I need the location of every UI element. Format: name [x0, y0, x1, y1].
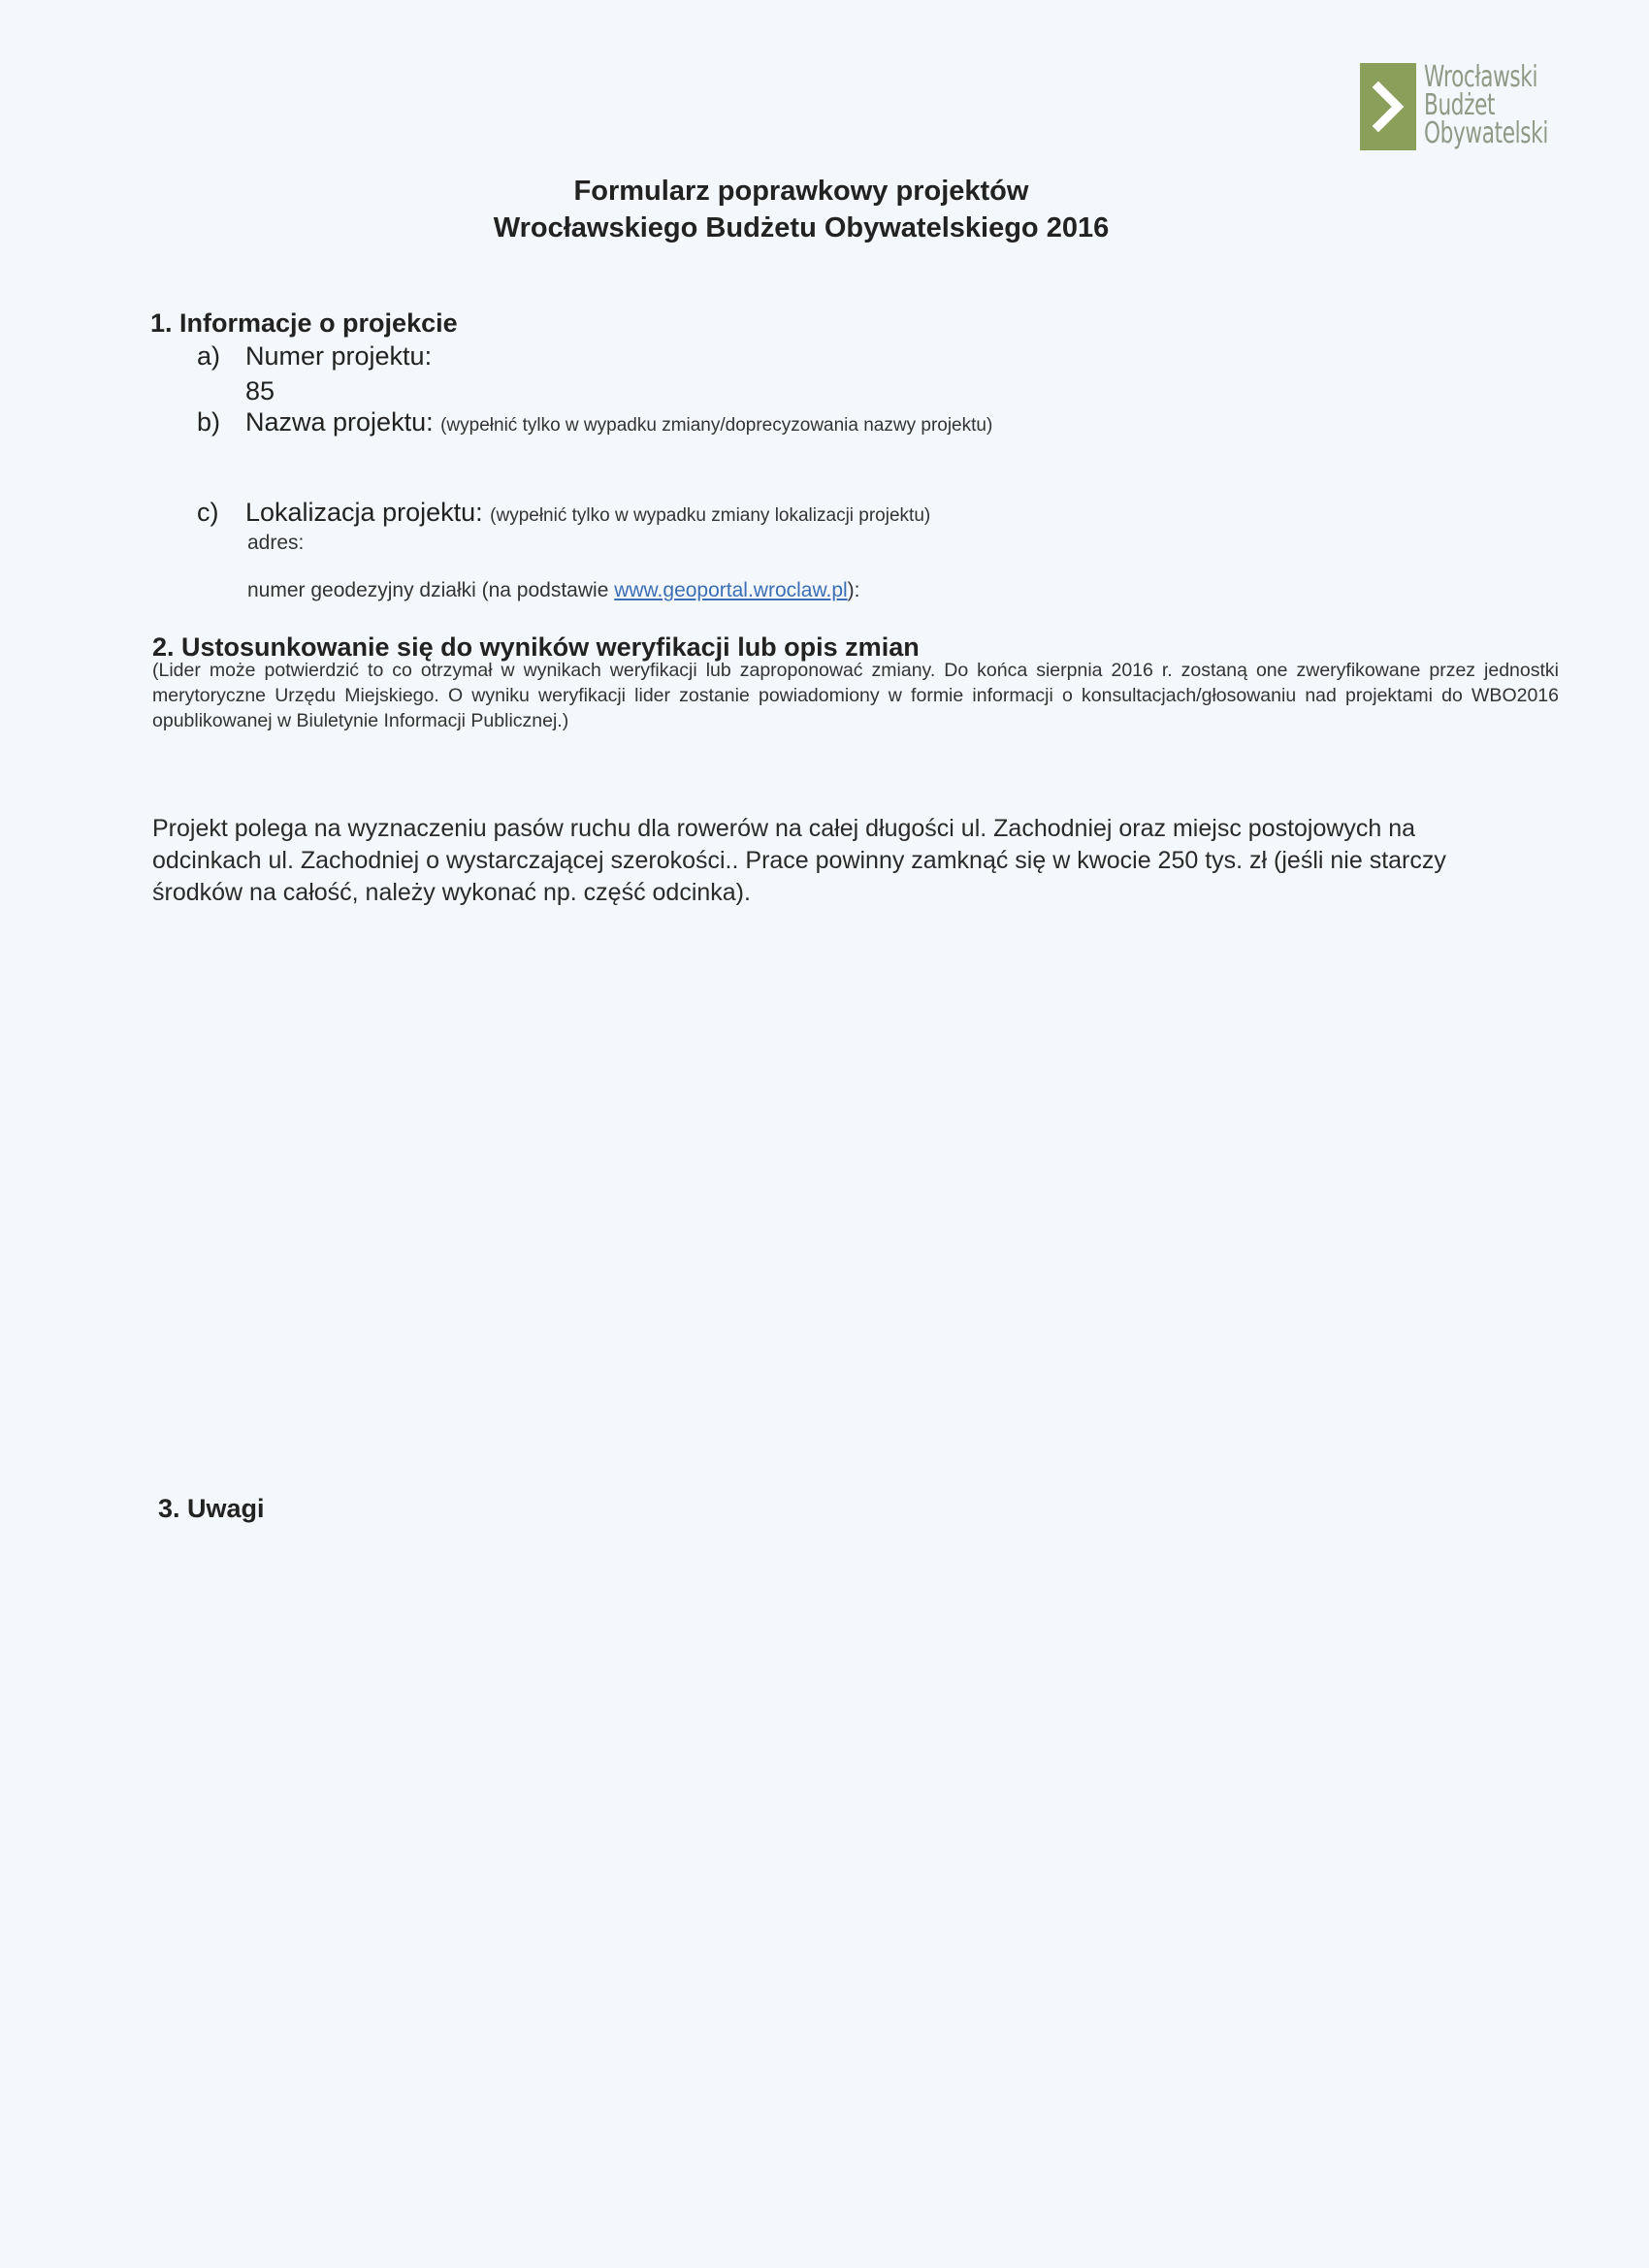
section-1-heading: 1. Informacje o projekcie [150, 308, 458, 338]
section-2-heading: 2. Ustosunkowanie się do wyników weryfikacji lub opis zmian [152, 632, 920, 662]
section-2-body: Projekt polega na wyznaczeniu pasów ruchu dla rowerów na całej długości ul. Zachodniej oraz miejsc postojowych na odcinkach ul. Zachodniej o wystarczającej szerokości.. Prace powinny zamknąć się w kwocie 250 tys. zł (jeśli nie starczy środków na całość, należy wykonać np. część odcinka). [152, 815, 1446, 906]
plot-number-row [247, 579, 860, 602]
project-number-value: 85 [245, 376, 275, 405]
document-title [388, 173, 1214, 246]
chevron-right-icon [1360, 63, 1416, 150]
logo-line-3: Obywatelski [1424, 116, 1548, 150]
title-line-1: Formularz poprawkowy projektów [573, 176, 1029, 207]
address-label: adres: [247, 532, 305, 554]
item-b-letter: b) [197, 407, 221, 437]
project-name-note: (wypełnić tylko w wypadku zmiany/doprecyzowania nazwy projektu) [440, 415, 993, 436]
plot-number-label: numer geodezyjny działki (na podstawie [247, 579, 609, 601]
logo-line-2: Budżet [1424, 88, 1496, 122]
title-line-2: Wrocławskiego Budżetu Obywatelskiego 2016 [493, 212, 1110, 243]
section-3-heading: 3. Uwagi [158, 1494, 265, 1523]
logo-wordmark [1424, 60, 1548, 150]
project-number-label: Numer projektu: [245, 341, 433, 371]
section-2-instructions: (Lider może potwierdzić to co otrzymał w wynikach weryfikacji lub zaproponować zmiany. Do końca sierpnia 2016 r. zostaną one zweryfikowane przez jednostki merytoryczne Urzędu Miejskiego. O wyniku weryfikacji lider zostanie powiadomiony w formie informacji o konsultacjach/głosowaniu nad projektami do WBO2016 opublikowanej w Biuletynie Informacji Publicznej.) [152, 660, 1559, 731]
project-location-row [197, 498, 930, 528]
item-c-letter: c) [197, 498, 219, 527]
project-name-label: Nazwa projektu: [245, 407, 434, 437]
project-number-row [197, 341, 432, 372]
logo-line-1: Wrocławski [1424, 60, 1538, 94]
geoportal-link[interactable]: www.geoportal.wroclaw.pl [614, 579, 848, 601]
project-name-row [197, 407, 992, 437]
project-location-label: Lokalizacja projektu: [245, 498, 483, 527]
wbo-logo [1360, 60, 1597, 150]
plot-number-suffix: ): [847, 579, 860, 601]
project-location-note: (wypełnić tylko w wypadku zmiany lokalizacji projektu) [490, 505, 931, 526]
item-a-letter: a) [197, 341, 221, 371]
